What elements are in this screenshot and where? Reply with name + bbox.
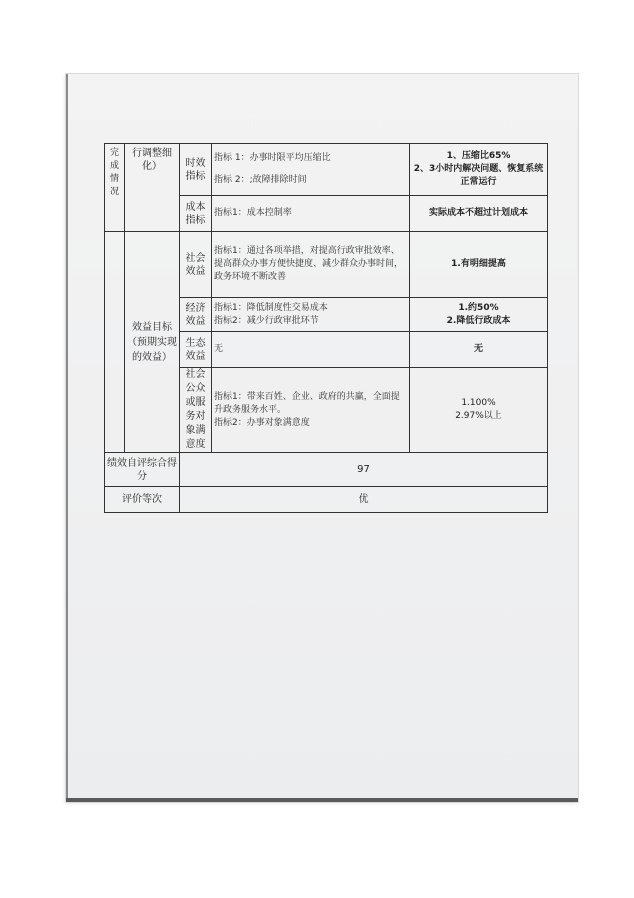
social-results: 1.有明细提高: [410, 232, 548, 298]
score-value: 97: [180, 453, 548, 487]
performance-table: [104, 143, 548, 513]
grade-label: 评价等次: [105, 487, 180, 513]
economic-category: 经济效益: [180, 298, 212, 332]
table-row-score: [105, 453, 548, 487]
time-results: 1、压缩比65% 2、3小时内解决问题、恢复系统正常运行: [410, 144, 548, 196]
grade-value: 优: [180, 487, 548, 513]
economic-metrics: 指标1：降低制度性交易成本 指标2：减少行政审批环节: [212, 298, 410, 332]
cost-results: 实际成本不超过计划成本: [410, 196, 548, 232]
table-row-social: [105, 232, 548, 298]
subitem-label: 行调整细化）: [125, 144, 180, 232]
satisfaction-category: 社会公众或服务对象满意度: [180, 368, 212, 453]
benefit-label: 效益目标（预期实现的效益）: [125, 232, 180, 453]
table-row-grade: [105, 487, 548, 513]
social-category: 社会效益: [180, 232, 212, 298]
completion-continued: [105, 232, 125, 453]
cost-category: 成本指标: [180, 196, 212, 232]
economic-results: 1.约50% 2.降低行政成本: [410, 298, 548, 332]
satisfaction-metrics: 指标1：带来百姓、企业、政府的共赢，全面提升政务服务水平。 指标2：办事对象满意度: [212, 368, 410, 453]
table-row-time: [105, 144, 548, 196]
satisfaction-results: 1.100% 2.97%以上: [410, 368, 548, 453]
time-category: 时效指标: [180, 144, 212, 196]
completion-label: 完成情况: [105, 144, 125, 232]
cost-metrics: 指标1：成本控制率: [212, 196, 410, 232]
time-metrics: 指标 1：办事时限平均压缩比 指标 2：;故障排除时间: [212, 144, 410, 196]
eco-results: 无: [410, 332, 548, 368]
eco-category: 生态效益: [180, 332, 212, 368]
eco-metrics: 无: [212, 332, 410, 368]
social-metrics: 指标1：通过各项举措，对提高行政审批效率、提高群众办事方便快捷度、减少群众办事时间，政务环境不断改善: [212, 232, 410, 298]
score-label: 绩效自评综合得分: [105, 453, 180, 487]
